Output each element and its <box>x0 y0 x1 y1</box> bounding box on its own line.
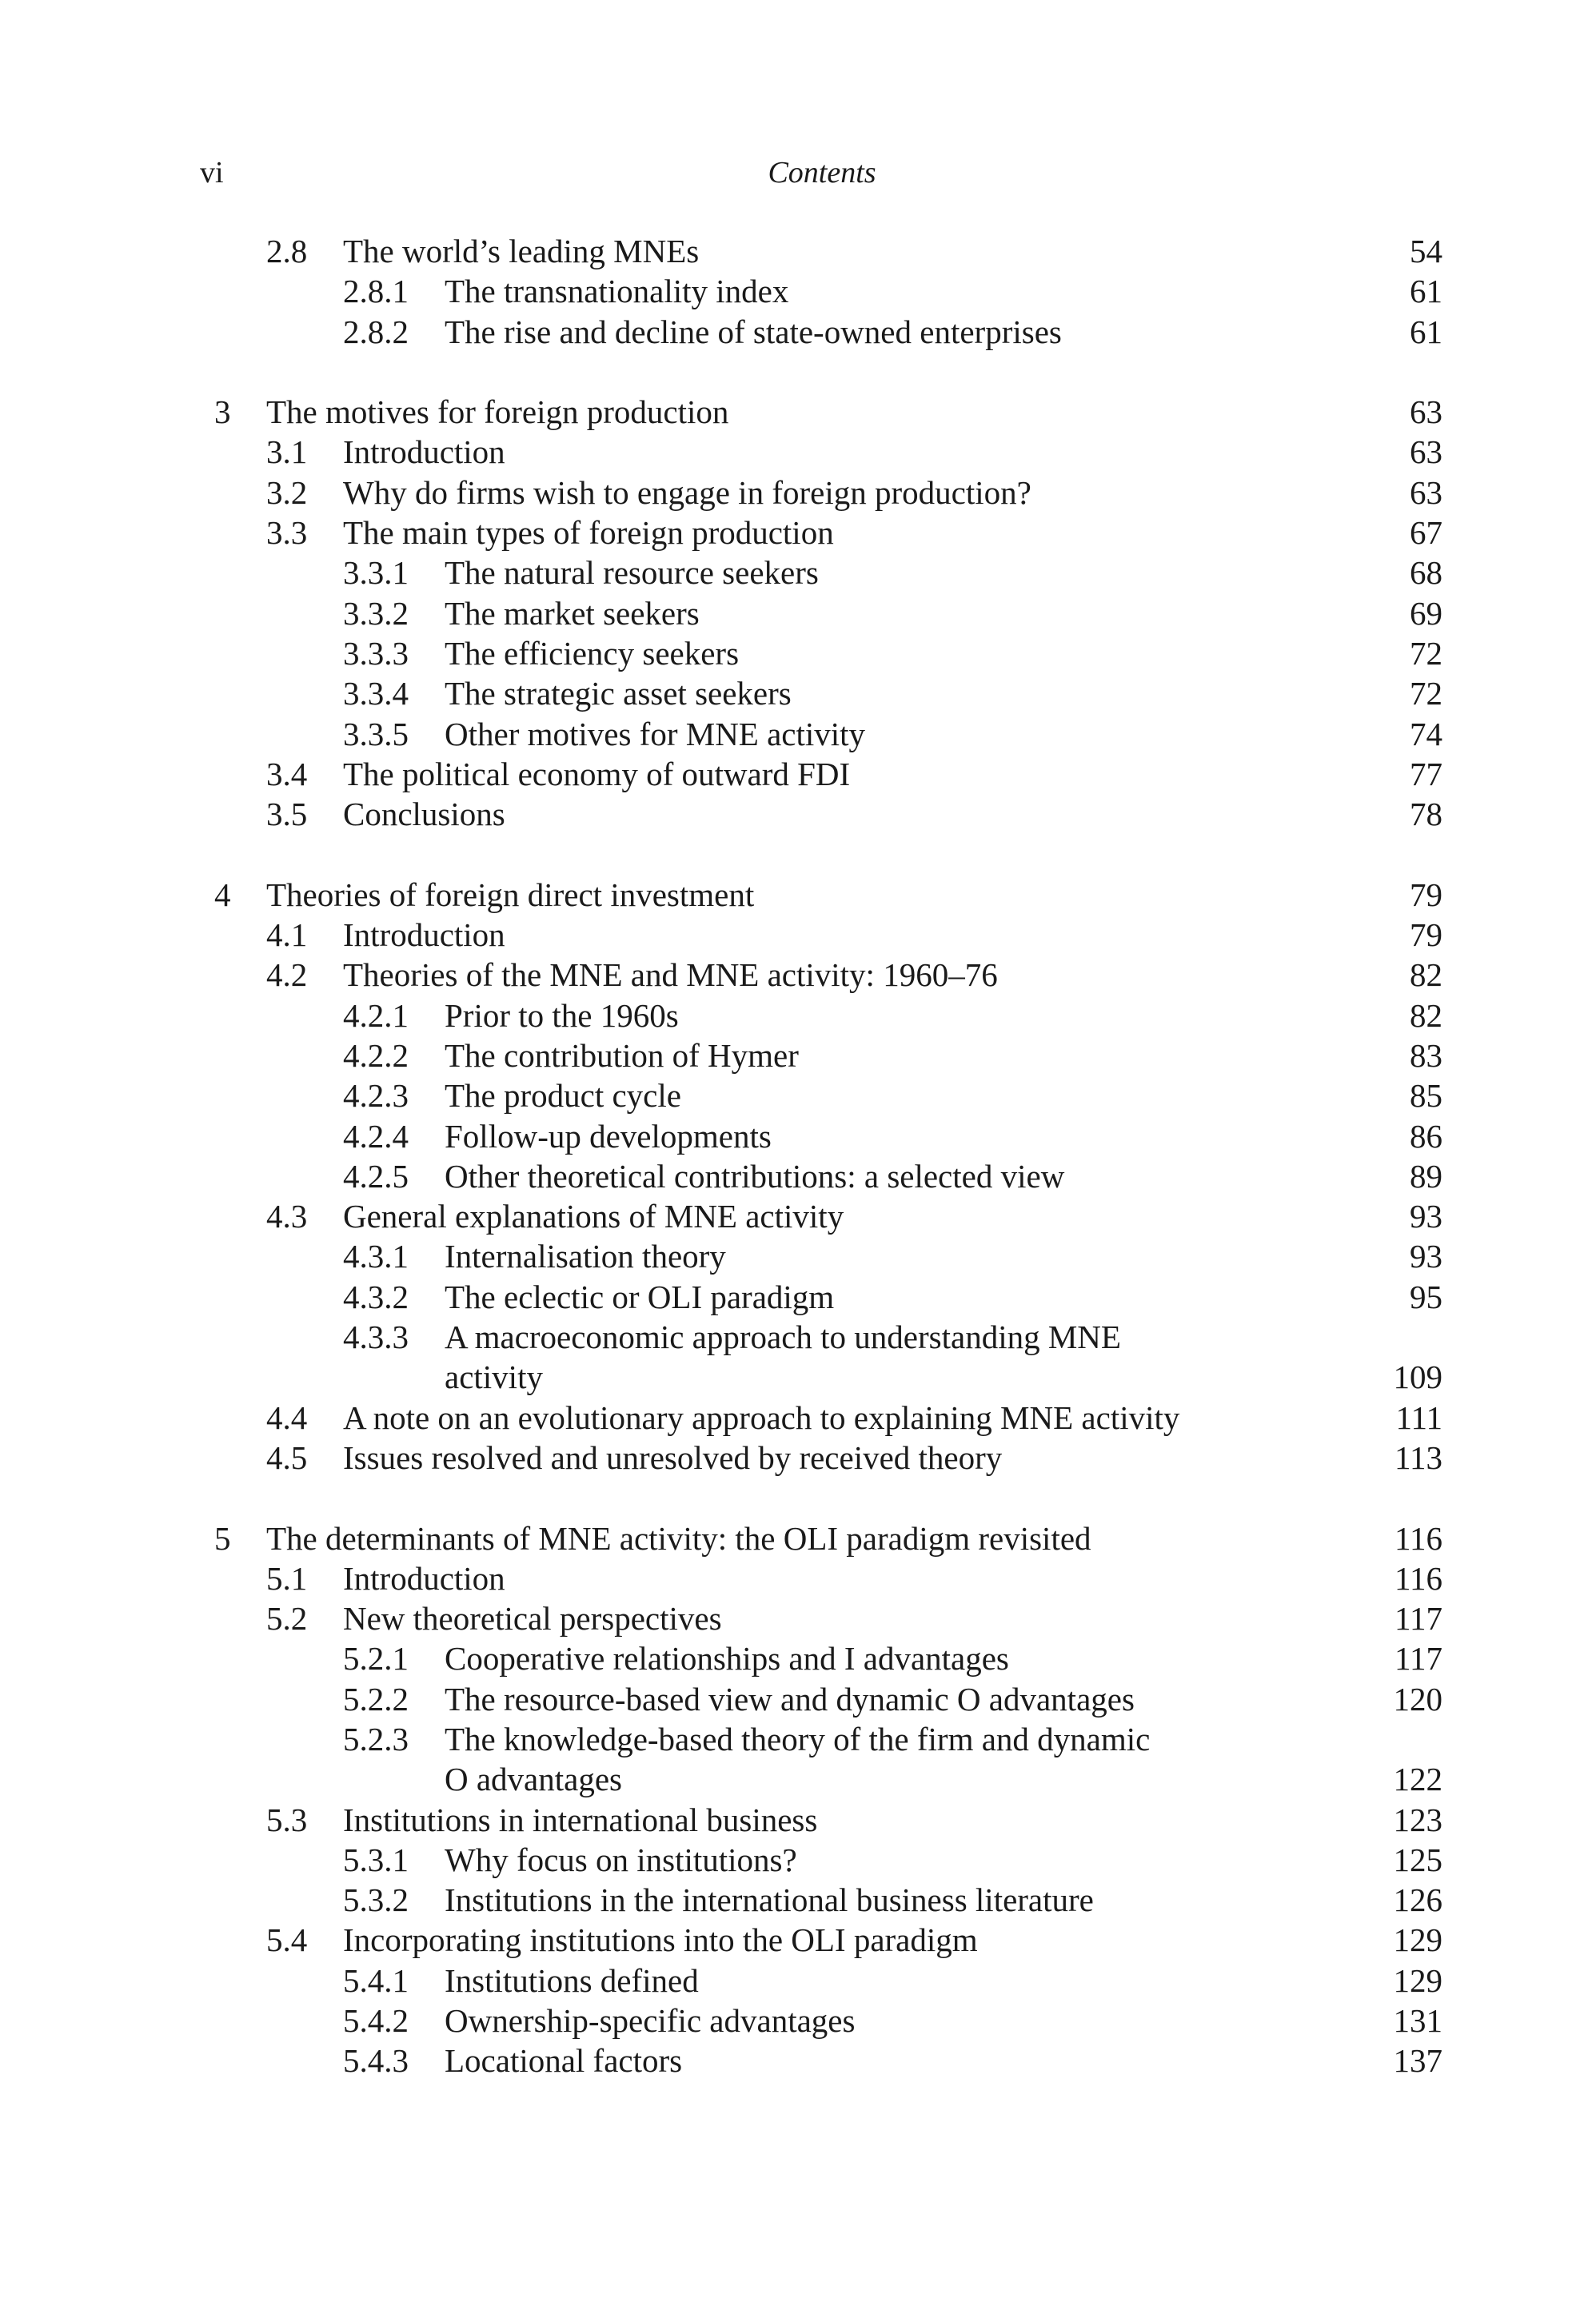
entry-number: 4.2.4 <box>343 1117 409 1155</box>
toc-chapter-entry[interactable] <box>0 392 1596 432</box>
entry-number: 4.5 <box>266 1438 308 1476</box>
toc-section-entry[interactable] <box>0 955 1596 995</box>
page-number: vi <box>200 156 224 190</box>
entry-number: 4.3 <box>266 1198 308 1235</box>
entry-number: 5.4.2 <box>343 2002 409 2040</box>
toc-section-entry[interactable] <box>0 1800 1596 1840</box>
entry-number: 3.3.5 <box>343 715 409 752</box>
entry-title: The efficiency seekers <box>445 634 740 672</box>
toc-entry-continuation[interactable] <box>0 1357 1596 1397</box>
entry-title: Prior to the 1960s <box>445 996 679 1034</box>
entry-title: The rise and decline of state-owned enterprises <box>445 313 1062 350</box>
toc-section-entry[interactable] <box>0 1920 1596 1960</box>
entry-number: 4.2 <box>266 956 308 994</box>
running-title: Contents <box>768 156 876 190</box>
chapter-spacer <box>0 834 1596 874</box>
entry-number: 5.3.1 <box>343 1841 409 1878</box>
entry-number: 5.2.2 <box>343 1680 409 1718</box>
toc-subsection-entry[interactable] <box>0 995 1596 1035</box>
toc-subsection-entry[interactable] <box>0 1317 1596 1357</box>
entry-title: Why focus on institutions? <box>445 1841 797 1878</box>
toc-section-entry[interactable] <box>0 1558 1596 1598</box>
entry-page: 123 <box>1393 1801 1442 1838</box>
entry-title: Locational factors <box>445 2042 683 2080</box>
entry-title: Issues resolved and unresolved by received theory <box>343 1438 1003 1476</box>
entry-title: Introduction <box>343 1559 505 1597</box>
toc-subsection-entry[interactable] <box>0 1840 1596 1880</box>
toc-subsection-entry[interactable] <box>0 593 1596 633</box>
entry-number: 5 <box>214 1519 231 1557</box>
toc-entry-continuation[interactable] <box>0 1759 1596 1799</box>
entry-page: 89 <box>1410 1157 1442 1195</box>
entry-page: 61 <box>1410 273 1442 310</box>
entry-title: Incorporating institutions into the OLI paradigm <box>343 1921 978 1959</box>
entry-number: 4.4 <box>266 1398 308 1436</box>
entry-number: 5.4.3 <box>343 2042 409 2080</box>
toc-subsection-entry[interactable] <box>0 312 1596 352</box>
entry-page: 120 <box>1393 1680 1442 1718</box>
entry-page: 82 <box>1410 956 1442 994</box>
entry-number: 5.2.1 <box>343 1640 409 1678</box>
toc-section-entry[interactable] <box>0 754 1596 794</box>
entry-title: The determinants of MNE activity: the OLI paradigm revisited <box>266 1519 1091 1557</box>
entry-title: Internalisation theory <box>445 1238 726 1275</box>
toc-subsection-entry[interactable] <box>0 271 1596 311</box>
entry-page: 85 <box>1410 1077 1442 1115</box>
entry-page: 122 <box>1393 1761 1442 1798</box>
entry-page: 72 <box>1410 675 1442 712</box>
entry-number: 3.2 <box>266 473 308 511</box>
entry-page: 67 <box>1410 514 1442 552</box>
toc-section-entry[interactable] <box>0 473 1596 513</box>
entry-number: 4.2.1 <box>343 996 409 1034</box>
entry-title: Cooperative relationships and I advantages <box>445 1640 1009 1678</box>
entry-title: The knowledge-based theory of the firm and dynamic <box>445 1720 1151 1757</box>
entry-page: 111 <box>1395 1398 1442 1436</box>
entry-number: 4 <box>214 876 231 913</box>
entry-number: 4.2.5 <box>343 1157 409 1195</box>
entry-number: 3.4 <box>266 755 308 792</box>
entry-title: A macroeconomic approach to understanding MNE <box>445 1319 1121 1356</box>
entry-page: 61 <box>1410 313 1442 350</box>
entry-page: 79 <box>1410 876 1442 913</box>
entry-page: 63 <box>1410 393 1442 431</box>
toc-subsection-entry[interactable] <box>0 1277 1596 1317</box>
entry-number: 4.2.3 <box>343 1077 409 1115</box>
toc-subsection-entry[interactable] <box>0 633 1596 673</box>
entry-page: 86 <box>1410 1117 1442 1155</box>
entry-number: 2.8.2 <box>343 313 409 350</box>
entry-number: 5.3.2 <box>343 1881 409 1919</box>
entry-page: 69 <box>1410 594 1442 632</box>
entry-number: 2.8.1 <box>343 273 409 310</box>
entry-number: 3.3.2 <box>343 594 409 632</box>
entry-title: The resource-based view and dynamic O advantages <box>445 1680 1135 1718</box>
entry-title: Institutions in the international business literature <box>445 1881 1094 1919</box>
entry-title: The natural resource seekers <box>445 554 819 592</box>
entry-page: 82 <box>1410 996 1442 1034</box>
entry-title: General explanations of MNE activity <box>343 1198 844 1235</box>
entry-number: 4.2.2 <box>343 1036 409 1074</box>
toc-subsection-entry[interactable] <box>0 714 1596 754</box>
entry-page: 117 <box>1395 1640 1442 1678</box>
entry-title: Other motives for MNE activity <box>445 715 866 752</box>
entry-page: 77 <box>1410 755 1442 792</box>
toc-section-entry[interactable] <box>0 915 1596 955</box>
entry-title: A note on an evolutionary approach to explaining MNE activity <box>343 1398 1180 1436</box>
toc-subsection-entry[interactable] <box>0 553 1596 592</box>
entry-number: 5.4 <box>266 1921 308 1959</box>
entry-title: New theoretical perspectives <box>343 1600 722 1638</box>
entry-page: 109 <box>1393 1358 1442 1396</box>
entry-page: 117 <box>1395 1600 1442 1638</box>
entry-number: 3.1 <box>266 433 308 471</box>
toc-section-entry[interactable] <box>0 794 1596 834</box>
entry-page: 113 <box>1395 1438 1442 1476</box>
entry-number: 4.3.1 <box>343 1238 409 1275</box>
entry-title: The motives for foreign production <box>266 393 729 431</box>
entry-page: 116 <box>1395 1559 1442 1597</box>
entry-title: Theories of the MNE and MNE activity: 1960–76 <box>343 956 998 994</box>
entry-page: 93 <box>1410 1238 1442 1275</box>
entry-title: The main types of foreign production <box>343 514 834 552</box>
entry-title: The contribution of Hymer <box>445 1036 799 1074</box>
entry-title: Institutions in international business <box>343 1801 818 1838</box>
entry-page: 131 <box>1393 2002 1442 2040</box>
toc-subsection-entry[interactable] <box>0 1719 1596 1759</box>
entry-title: Introduction <box>343 916 505 954</box>
entry-number: 3.3 <box>266 514 308 552</box>
toc-section-entry[interactable] <box>0 1196 1596 1236</box>
entry-number: 4.1 <box>266 916 308 954</box>
entry-number: 5.4.1 <box>343 1961 409 1999</box>
entry-title: The political economy of outward FDI <box>343 755 851 792</box>
entry-title: Theories of foreign direct investment <box>266 876 755 913</box>
entry-title: The eclectic or OLI paradigm <box>445 1278 835 1315</box>
entry-title-continuation: activity <box>445 1358 543 1396</box>
entry-title: The product cycle <box>445 1077 681 1115</box>
toc-section-entry[interactable] <box>0 1598 1596 1638</box>
entry-number: 4.3.3 <box>343 1319 409 1356</box>
entry-page: 54 <box>1410 233 1442 269</box>
entry-page: 93 <box>1410 1198 1442 1235</box>
entry-page: 63 <box>1410 473 1442 511</box>
toc-subsection-entry[interactable] <box>0 1236 1596 1276</box>
toc-subsection-entry[interactable] <box>0 1156 1596 1196</box>
entry-title: The strategic asset seekers <box>445 675 792 712</box>
entry-page: 126 <box>1393 1881 1442 1919</box>
entry-title: Follow-up developments <box>445 1117 772 1155</box>
entry-number: 4.3.2 <box>343 1278 409 1315</box>
entry-page: 129 <box>1393 1961 1442 1999</box>
entry-number: 3.3.1 <box>343 554 409 592</box>
entry-title: Why do firms wish to engage in foreign production? <box>343 473 1031 511</box>
entry-page: 129 <box>1393 1921 1442 1959</box>
entry-title: The world’s leading MNEs <box>343 233 700 269</box>
toc-subsection-entry[interactable] <box>0 1961 1596 2001</box>
entry-page: 72 <box>1410 634 1442 672</box>
entry-number: 5.2.3 <box>343 1720 409 1757</box>
entry-number: 5.3 <box>266 1801 308 1838</box>
entry-page: 116 <box>1395 1519 1442 1557</box>
entry-number: 3.5 <box>266 796 308 833</box>
entry-title: Introduction <box>343 433 505 471</box>
entry-page: 79 <box>1410 916 1442 954</box>
toc-section-entry[interactable] <box>0 231 1596 271</box>
chapter-spacer <box>0 1478 1596 1518</box>
toc-subsection-entry[interactable] <box>0 2041 1596 2081</box>
entry-title: The transnationality index <box>445 273 789 310</box>
toc-section-entry[interactable] <box>0 1398 1596 1438</box>
entry-page: 137 <box>1393 2042 1442 2080</box>
entry-page: 83 <box>1410 1036 1442 1074</box>
toc-subsection-entry[interactable] <box>0 1880 1596 1920</box>
entry-title: Other theoretical contributions: a selected view <box>445 1157 1065 1195</box>
toc-subsection-entry[interactable] <box>0 1638 1596 1678</box>
entry-title: The market seekers <box>445 594 700 632</box>
entry-number: 3 <box>214 393 231 431</box>
entry-page: 95 <box>1410 1278 1442 1315</box>
entry-number: 5.1 <box>266 1559 308 1597</box>
entry-title: Ownership-specific advantages <box>445 2002 856 2040</box>
toc-section-entry[interactable] <box>0 513 1596 553</box>
table-of-contents <box>0 231 1596 2081</box>
toc-subsection-entry[interactable] <box>0 1075 1596 1115</box>
toc-subsection-entry[interactable] <box>0 1116 1596 1156</box>
chapter-spacer <box>0 352 1596 392</box>
entry-page: 63 <box>1410 433 1442 471</box>
entry-page: 125 <box>1393 1841 1442 1878</box>
entry-title-continuation: O advantages <box>445 1761 622 1798</box>
entry-title: Institutions defined <box>445 1961 699 1999</box>
entry-number: 3.3.4 <box>343 675 409 712</box>
toc-subsection-entry[interactable] <box>0 1035 1596 1075</box>
entry-page: 68 <box>1410 554 1442 592</box>
toc-subsection-entry[interactable] <box>0 2001 1596 2041</box>
toc-section-entry[interactable] <box>0 432 1596 472</box>
entry-number: 5.2 <box>266 1600 308 1638</box>
toc-section-entry[interactable] <box>0 1438 1596 1478</box>
entry-title: Conclusions <box>343 796 505 833</box>
toc-subsection-entry[interactable] <box>0 673 1596 713</box>
entry-page: 78 <box>1410 796 1442 833</box>
entry-page: 74 <box>1410 715 1442 752</box>
toc-subsection-entry[interactable] <box>0 1679 1596 1719</box>
toc-chapter-entry[interactable] <box>0 875 1596 915</box>
entry-number: 2.8 <box>266 233 308 269</box>
entry-number: 3.3.3 <box>343 634 409 672</box>
toc-chapter-entry[interactable] <box>0 1518 1596 1558</box>
